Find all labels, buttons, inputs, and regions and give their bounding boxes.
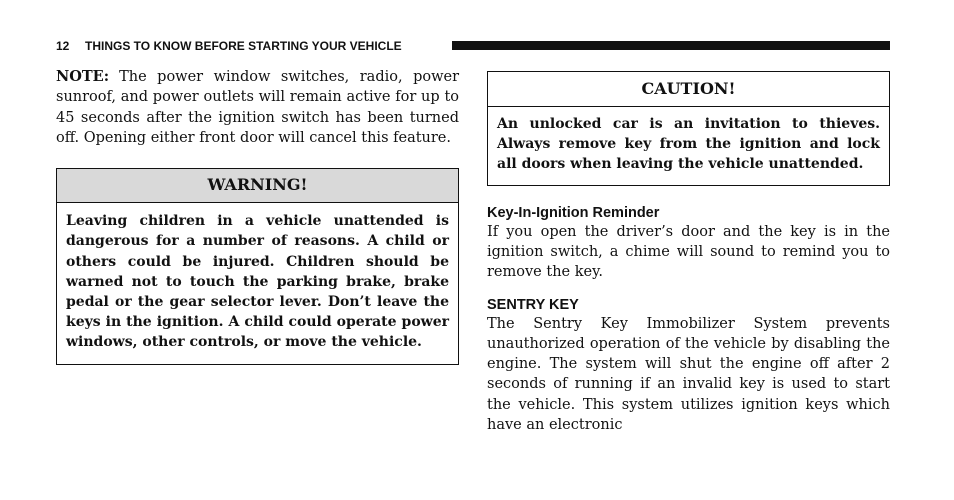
page-number: 12 [56, 39, 70, 53]
running-title: THINGS TO KNOW BEFORE STARTING YOUR VEHICLE [85, 39, 402, 53]
page-header [56, 38, 890, 54]
warning-title: WARNING! [57, 169, 458, 203]
header-rule [452, 41, 890, 50]
right-column [487, 71, 890, 435]
warning-text: Leaving children in a vehicle unattended is dangerous for a number of reasons. A child or others could be injured. Children should be warned not to touch the parking brake, brake pedal or the gear selector lever. Don’t leave the keys in the ignition. A child could operate power windows, other controls, or move the vehicle. [66, 213, 449, 351]
caution-box [487, 71, 890, 186]
note-label: NOTE: [56, 68, 110, 85]
warning-box [56, 168, 459, 364]
sentry-key-heading: SENTRY KEY [487, 296, 579, 313]
note-paragraph [56, 67, 459, 148]
reminder-heading: Key-In-Ignition Reminder [487, 204, 660, 221]
caution-text: An unlocked car is an invitation to thieves. Always remove key from the ignition and lock all doors when leaving the vehicle unattended. [497, 116, 880, 173]
sentry-key-text: The Sentry Key Immobilizer System prevents unauthorized operation of the vehicle by disabling the engine. The system will shut the engine off after 2 seconds of running if an invalid key is used to start the vehicle. This system utilizes ignition keys which have an electronic [487, 315, 890, 433]
caution-title: CAUTION! [488, 72, 889, 107]
reminder-text: If you open the driver’s door and the key is in the ignition switch, a chime will sound to remind you to remove the key. [487, 223, 890, 281]
note-text: The power window switches, radio, power sunroof, and power outlets will remain active for up to 45 seconds after the ignition switch has been turned off. Opening either front door will cancel this feature. [56, 69, 459, 146]
left-column [56, 67, 459, 365]
